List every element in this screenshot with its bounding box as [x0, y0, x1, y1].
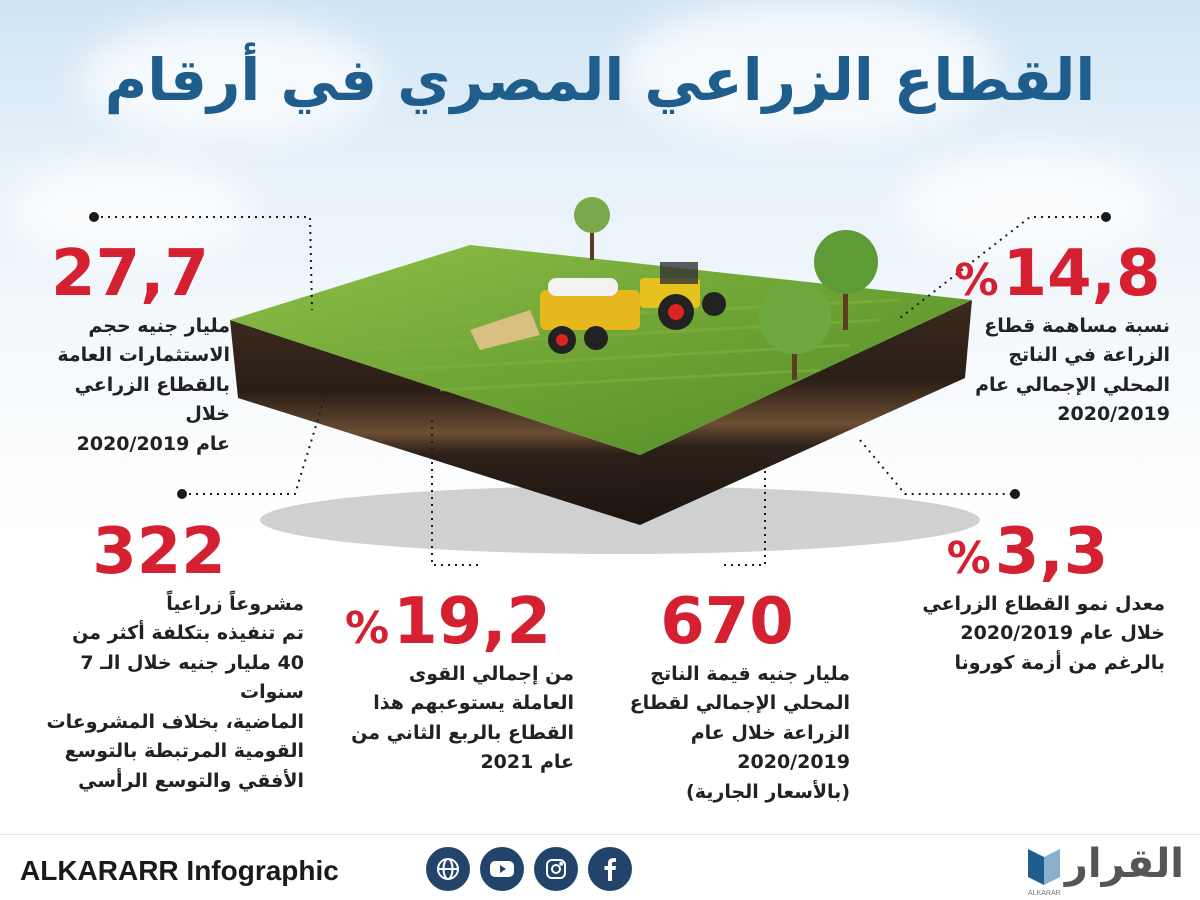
stat-value	[890, 515, 1165, 589]
stat-gdp-share	[945, 237, 1170, 430]
logo-mark-icon	[1024, 845, 1064, 889]
instagram-icon[interactable]	[534, 847, 578, 891]
page-title: القطاع الزراعي المصري في أرقام	[104, 46, 1096, 114]
logo-text: القرار	[1064, 841, 1184, 887]
stat-gdp-value	[604, 585, 850, 807]
percent-sign: %	[946, 533, 991, 584]
stat-description: من إجمالي القوى العاملة يستوعبهم هذا القطاع بالربع الثاني من عام 2021	[351, 663, 574, 774]
leader-dot	[1010, 489, 1020, 499]
footer	[0, 834, 1200, 900]
tree	[574, 197, 610, 260]
leader-dot	[177, 489, 187, 499]
stat-value	[30, 237, 230, 311]
stat-projects	[14, 515, 304, 796]
stat-number: 670	[660, 585, 794, 659]
logo-subtext: ALKARAR	[1028, 890, 1061, 897]
percent-sign: %	[345, 603, 390, 654]
stat-number: 19,2	[393, 585, 551, 659]
percent-sign: %	[954, 255, 999, 306]
stat-investments	[30, 237, 230, 459]
stat-labor-force	[322, 585, 574, 778]
facebook-icon[interactable]	[588, 847, 632, 891]
leader-dot	[1101, 212, 1111, 222]
stat-value	[604, 585, 850, 659]
stat-description: مليار جنيه حجم الاستثمارات العامة بالقطاع الزراعي خلال عام 2020/2019	[57, 315, 230, 455]
leader-dot	[89, 212, 99, 222]
globe-icon[interactable]	[426, 847, 470, 891]
stat-value	[322, 585, 574, 659]
stat-number: 14,8	[1002, 237, 1161, 311]
stat-description: مشروعاً زراعياً تم تنفيذه بتكلفة أكثر من 40 مليار جنيه خلال الـ 7 سنوات الماضية، بخلاف المشروعات القومية المرتبطة بالتوسع الأفقي والتوسع الرأسي	[46, 593, 304, 792]
stat-description: نسبة مساهمة قطاع الزراعة في الناتج المحلي الإجمالي عام 2020/2019	[975, 315, 1170, 426]
stat-growth-rate	[890, 515, 1165, 678]
youtube-icon[interactable]	[480, 847, 524, 891]
stat-number: 27,7	[51, 237, 209, 311]
stat-number: 3,3	[994, 515, 1109, 589]
stat-value	[14, 515, 304, 589]
leader-line	[860, 440, 1015, 494]
stat-description: معدل نمو القطاع الزراعي خلال عام 2020/2019 بالرغم من أزمة كورونا	[922, 593, 1165, 674]
brand-logo	[1024, 841, 1184, 897]
stat-number: 322	[92, 515, 226, 589]
stat-value	[945, 237, 1170, 311]
stat-description: مليار جنيه قيمة الناتج المحلي الإجمالي لقطاع الزراعة خلال عام 2020/2019 (بالأسعار الجارية)	[629, 663, 850, 803]
brand-text: ALKARARR Infographic	[20, 855, 339, 886]
